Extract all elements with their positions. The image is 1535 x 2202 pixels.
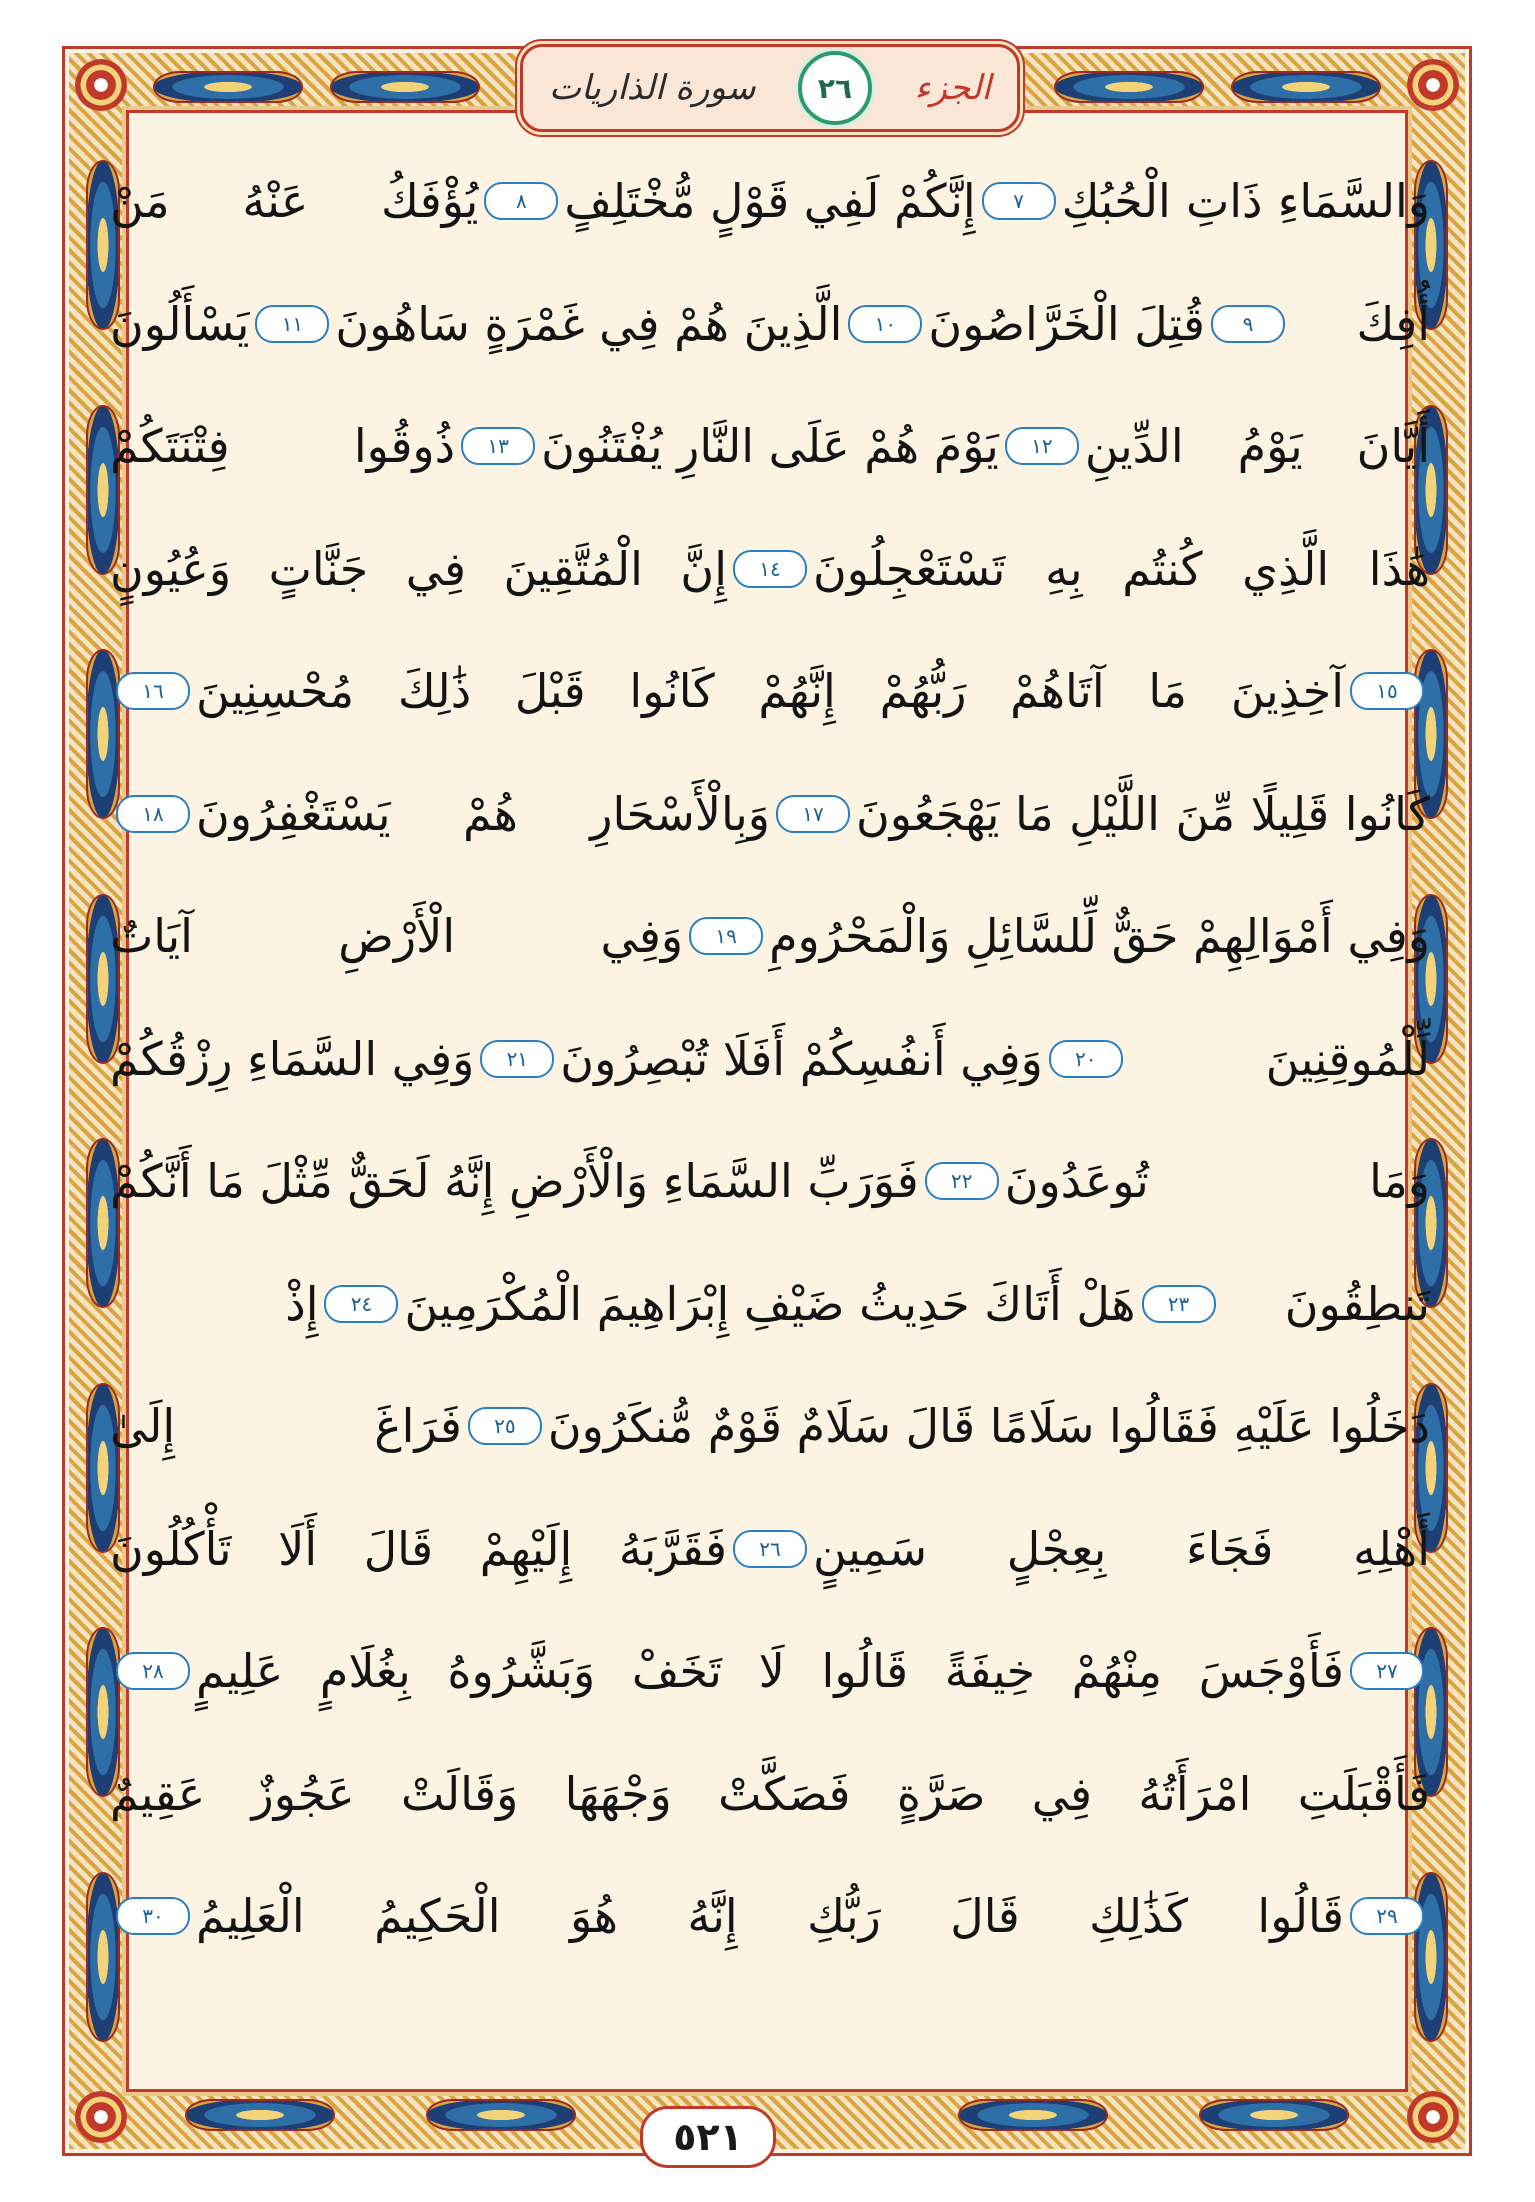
text-line [110,263,1430,386]
verse-text: دَخَلُوا عَلَيْهِ فَقَالُوا سَلَامًا قَالَ سَلَامٌ قَوْمٌ مُّنكَرُونَ [547,1399,1430,1454]
text-line [110,1855,1430,1978]
ayah-number-marker: ١١ [255,305,329,343]
text-line [110,998,1430,1121]
juz-label: الجزء [914,68,991,108]
ayah-number-marker: ٢٣ [1142,1285,1216,1323]
verse-text: أَهْلِهِ فَجَاءَ بِعِجْلٍ سَمِينٍ [813,1521,1430,1576]
ayah-number-marker: ١٦ [116,672,190,710]
verse-text: إِنَّ الْمُتَّقِينَ فِي جَنَّاتٍ وَعُيُونٍ [110,541,727,596]
verse-text: فَوَرَبِّ السَّمَاءِ وَالْأَرْضِ إِنَّهُ لَحَقٌّ مِّثْلَ مَا أَنَّكُمْ [110,1154,919,1209]
page-number: ٥٢١ [640,2106,776,2168]
verse-text: فَأَوْجَسَ مِنْهُمْ خِيفَةً قَالُوا لَا تَخَفْ وَبَشَّرُوهُ بِغُلَامٍ عَلِيمٍ [196,1644,1344,1699]
verse-text: يُؤْفَكُ عَنْهُ مَنْ [109,174,479,229]
verse-text: وَفِي السَّمَاءِ رِزْقُكُمْ [110,1031,475,1086]
text-line [110,753,1430,876]
ornament-medallion-icon [1054,71,1204,103]
ayah-number-marker: ٨ [484,182,558,220]
text-line [110,1243,1430,1366]
verse-text: ذُوقُوا فِتْنَتَكُمْ [110,419,456,474]
ayah-number-marker: ٢٢ [925,1162,999,1200]
text-line [110,875,1430,998]
ornament-medallion-icon [958,2099,1108,2131]
quran-text [110,140,1430,2100]
text-line [110,140,1430,263]
text-line [110,1610,1430,1733]
text-line [110,508,1430,631]
verse-text: الَّذِينَ هُمْ فِي غَمْرَةٍ سَاهُونَ [335,296,843,351]
verse-text: أَيَّانَ يَوْمُ الدِّينِ [1084,419,1430,474]
text-line [110,1488,1430,1611]
verse-text: وَفِي الْأَرْضِ آيَاتٌ [110,909,684,964]
verse-text: لِّلْمُوقِنِينَ [1265,1031,1430,1086]
verse-text: هَٰذَا الَّذِي كُنتُم بِهِ تَسْتَعْجِلُونَ [813,541,1430,596]
page-header [520,44,1020,132]
verse-text: آخِذِينَ مَا آتَاهُمْ رَبُّهُمْ إِنَّهُمْ كَانُوا قَبْلَ ذَٰلِكَ مُحْسِنِينَ [196,664,1344,719]
verse-text: إِنَّكُمْ لَفِي قَوْلٍ مُّخْتَلِفٍ [564,174,976,229]
text-line [110,630,1430,753]
verse-text: وَفِي أَمْوَالِهِمْ حَقٌّ لِّلسَّائِلِ وَالْمَحْرُومِ [769,909,1430,964]
verse-text: كَانُوا قَلِيلًا مِّنَ اللَّيْلِ مَا يَهْجَعُونَ [856,786,1430,841]
ornament-medallion-icon [1231,71,1381,103]
text-line [110,385,1430,508]
ayah-number-marker: ١٥ [1350,672,1424,710]
verse-text: فَقَرَّبَهُ إِلَيْهِمْ قَالَ أَلَا تَأْكُلُونَ [110,1521,727,1576]
verse-text: فَرَاغَ إِلَىٰ [110,1399,462,1454]
corner-rosette-icon [75,59,127,111]
ayah-number-marker: ٢٠ [1049,1040,1123,1078]
ayah-number-marker: ٢٧ [1350,1652,1424,1690]
ayah-number-marker: ٢٩ [1350,1897,1424,1935]
verse-text: قَالُوا كَذَٰلِكِ قَالَ رَبُّكِ إِنَّهُ هُوَ الْحَكِيمُ الْعَلِيمُ [196,1889,1344,1944]
ayah-number-marker: ١٩ [689,917,763,955]
ayah-number-marker: ٢٥ [468,1407,542,1445]
ornament-medallion-icon [1199,2099,1349,2131]
ayah-number-marker: ٢١ [480,1040,554,1078]
verse-text: إِذْ [285,1276,319,1331]
ayah-number-marker: ٩ [1211,305,1285,343]
ayah-number-marker: ١٢ [1005,427,1079,465]
ayah-number-marker: ١٧ [776,795,850,833]
text-line [110,1120,1430,1243]
verse-text: وَمَا تُوعَدُونَ [1004,1154,1430,1209]
verse-text: هَلْ أَتَاكَ حَدِيثُ ضَيْفِ إِبْرَاهِيمَ الْمُكْرَمِينَ [404,1276,1136,1331]
verse-text: وَالسَّمَاءِ ذَاتِ الْحُبُكِ [1061,174,1430,229]
ayah-number-marker: ١٠ [848,305,922,343]
ornament-medallion-icon [153,71,303,103]
ayah-number-marker: ١٤ [733,550,807,588]
verse-text: يَوْمَ هُمْ عَلَى النَّارِ يُفْتَنُونَ [541,419,999,474]
verse-text: يَسْأَلُونَ [110,296,250,351]
ornament-medallion-icon [330,71,480,103]
verse-text: تَنطِقُونَ [1284,1276,1430,1331]
ayah-number-marker: ٢٤ [324,1285,398,1323]
verse-text: وَفِي أَنفُسِكُمْ أَفَلَا تُبْصِرُونَ [560,1031,1043,1086]
text-line [110,1365,1430,1488]
verse-text: وَبِالْأَسْحَارِ هُمْ يَسْتَغْفِرُونَ [196,786,770,841]
verse-text: فَأَقْبَلَتِ امْرَأَتُهُ فِي صَرَّةٍ فَصَكَّتْ وَجْهَهَا وَقَالَتْ عَجُوزٌ عَقِيمٌ [110,1766,1430,1821]
juz-number-badge: ٢٦ [798,51,872,125]
verse-text: أُفِكَ [1356,296,1430,351]
ayah-number-marker: ١٣ [461,427,535,465]
corner-rosette-icon [1407,59,1459,111]
verse-text: قُتِلَ الْخَرَّاصُونَ [928,296,1205,351]
ayah-number-marker: ٣٠ [116,1897,190,1935]
ayah-number-marker: ٧ [982,182,1056,220]
ayah-number-marker: ١٨ [116,795,190,833]
ayah-number-marker: ٢٨ [116,1652,190,1690]
ornament-medallion-icon [185,2099,335,2131]
ayah-number-marker: ٢٦ [733,1530,807,1568]
ornament-medallion-icon [426,2099,576,2131]
surah-name: سورة الذاريات [549,68,756,108]
text-line [110,1733,1430,1856]
